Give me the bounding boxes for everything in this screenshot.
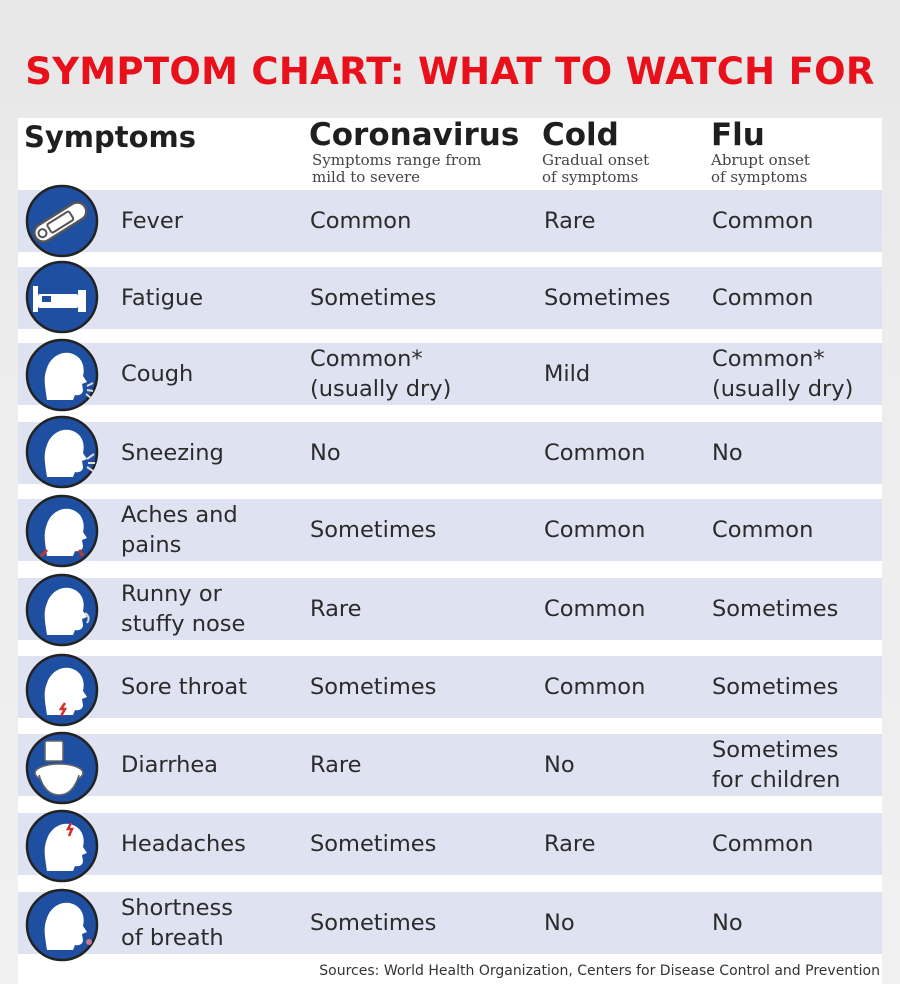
cold-cell-line: Common xyxy=(544,517,646,543)
symptom-label-line: Sneezing xyxy=(121,440,224,466)
coronavirus-cell xyxy=(310,672,436,702)
coronavirus-cell xyxy=(310,206,411,236)
flu-cell xyxy=(712,829,813,859)
flu-cell-line: No xyxy=(712,440,743,466)
coronavirus-cell xyxy=(310,283,436,313)
symptom-label xyxy=(121,359,193,389)
coronavirus-cell xyxy=(310,750,362,780)
symptom-label-line: Headaches xyxy=(121,831,246,857)
cold-cell-line: No xyxy=(544,752,575,778)
flu-cell xyxy=(712,344,853,404)
symptom-label-line: stuffy nose xyxy=(121,611,246,637)
sources-note: Sources: World Health Organization, Centers for Disease Control and Prevention xyxy=(319,963,880,979)
cold-cell xyxy=(544,908,575,938)
coronavirus-cell-line: Common xyxy=(310,208,412,234)
symptom-label-line: pains xyxy=(121,532,182,558)
page-title: SYMPTOM CHART: WHAT TO WATCH FOR xyxy=(25,50,875,93)
flu-cell-line: Common xyxy=(712,208,814,234)
coronavirus-cell-line: Rare xyxy=(310,752,362,778)
header-flu xyxy=(711,118,810,186)
flu-cell-line: Sometimes xyxy=(712,596,839,622)
cold-cell xyxy=(544,438,645,468)
coronavirus-cell xyxy=(310,438,341,468)
cold-cell xyxy=(544,672,645,702)
flu-cell-line: Sometimes xyxy=(712,674,839,700)
coronavirus-cell-line: Sometimes xyxy=(310,910,437,936)
aches-icon xyxy=(25,494,99,568)
flu-cell xyxy=(712,908,743,938)
coronavirus-cell-line: Sometimes xyxy=(310,674,437,700)
cold-cell-line: Rare xyxy=(544,208,596,234)
cold-cell-line: Common xyxy=(544,596,646,622)
cold-cell-line: Common xyxy=(544,440,646,466)
symptom-label-line: Diarrhea xyxy=(121,752,218,778)
coronavirus-cell xyxy=(310,829,436,859)
cold-cell-line: Sometimes xyxy=(544,285,671,311)
symptom-label xyxy=(121,579,245,639)
sneeze-icon xyxy=(25,415,99,489)
flu-cell-line: Common* xyxy=(712,346,825,372)
cough-icon xyxy=(25,338,99,412)
coronavirus-cell xyxy=(310,908,436,938)
symptom-label xyxy=(121,283,203,313)
header-coronavirus-sub2: mild to severe xyxy=(312,168,420,186)
breath-icon xyxy=(25,888,99,962)
cold-cell xyxy=(544,515,645,545)
symptom-label-line: Runny or xyxy=(121,581,222,607)
coronavirus-cell xyxy=(310,515,436,545)
throat-icon xyxy=(25,653,99,727)
cold-cell xyxy=(544,829,596,859)
flu-cell xyxy=(712,206,813,236)
cold-cell xyxy=(544,594,645,624)
symptom-label-line: Fatigue xyxy=(121,285,204,311)
bed-icon xyxy=(25,260,99,334)
symptom-label xyxy=(121,672,247,702)
symptom-label-line: Shortness xyxy=(121,895,233,921)
coronavirus-cell-line: (usually dry) xyxy=(310,376,452,402)
cold-cell xyxy=(544,206,596,236)
toilet-icon xyxy=(25,731,99,805)
cold-cell-line: Rare xyxy=(544,831,596,857)
header-coronavirus-sub1: Symptoms range from xyxy=(312,151,482,169)
cold-cell-line: Common xyxy=(544,674,646,700)
coronavirus-cell xyxy=(310,344,451,404)
flu-cell xyxy=(712,283,813,313)
header-symptoms: Symptoms xyxy=(24,120,197,154)
flu-cell xyxy=(712,438,743,468)
header-cold-sub2: of symptoms xyxy=(542,168,639,186)
cold-cell-line: Mild xyxy=(544,361,591,387)
header-flu-sub1: Abrupt onset xyxy=(711,151,810,169)
flu-cell-line: No xyxy=(712,910,743,936)
cold-cell-line: No xyxy=(544,910,575,936)
header-coronavirus-name: Coronavirus xyxy=(309,117,520,153)
nose-icon xyxy=(25,573,99,647)
cold-cell xyxy=(544,750,575,780)
flu-cell-line: for children xyxy=(712,767,841,793)
flu-cell xyxy=(712,515,813,545)
flu-cell xyxy=(712,594,838,624)
coronavirus-cell-line: Sometimes xyxy=(310,285,437,311)
symptom-label xyxy=(121,750,218,780)
header-cold-sub1: Gradual onset xyxy=(542,151,650,169)
header-flu-sub2: of symptoms xyxy=(711,168,808,186)
symptom-label-line: Aches and xyxy=(121,502,238,528)
flu-cell xyxy=(712,672,838,702)
header-coronavirus xyxy=(309,118,519,186)
header-flu-name: Flu xyxy=(711,117,765,153)
flu-cell xyxy=(712,735,840,795)
cold-cell xyxy=(544,359,590,389)
symptom-label-line: Cough xyxy=(121,361,194,387)
flu-cell-line: Sometimes xyxy=(712,737,839,763)
symptom-label xyxy=(121,893,233,953)
coronavirus-cell-line: Rare xyxy=(310,596,362,622)
symptom-label xyxy=(121,438,224,468)
symptom-label xyxy=(121,206,183,236)
symptom-label-line: of breath xyxy=(121,925,224,951)
header-cold-name: Cold xyxy=(542,117,619,153)
symptom-label-line: Fever xyxy=(121,208,183,234)
headache-icon xyxy=(25,809,99,883)
coronavirus-cell-line: Sometimes xyxy=(310,517,437,543)
symptom-label-line: Sore throat xyxy=(121,674,248,700)
flu-cell-line: (usually dry) xyxy=(712,376,854,402)
coronavirus-cell-line: Common* xyxy=(310,346,423,372)
thermometer-icon xyxy=(25,184,99,258)
symptom-label xyxy=(121,500,238,560)
cold-cell xyxy=(544,283,670,313)
header-cold xyxy=(542,118,649,186)
coronavirus-cell-line: Sometimes xyxy=(310,831,437,857)
symptom-label xyxy=(121,829,246,859)
coronavirus-cell-line: No xyxy=(310,440,341,466)
flu-cell-line: Common xyxy=(712,285,814,311)
flu-cell-line: Common xyxy=(712,831,814,857)
coronavirus-cell xyxy=(310,594,362,624)
flu-cell-line: Common xyxy=(712,517,814,543)
